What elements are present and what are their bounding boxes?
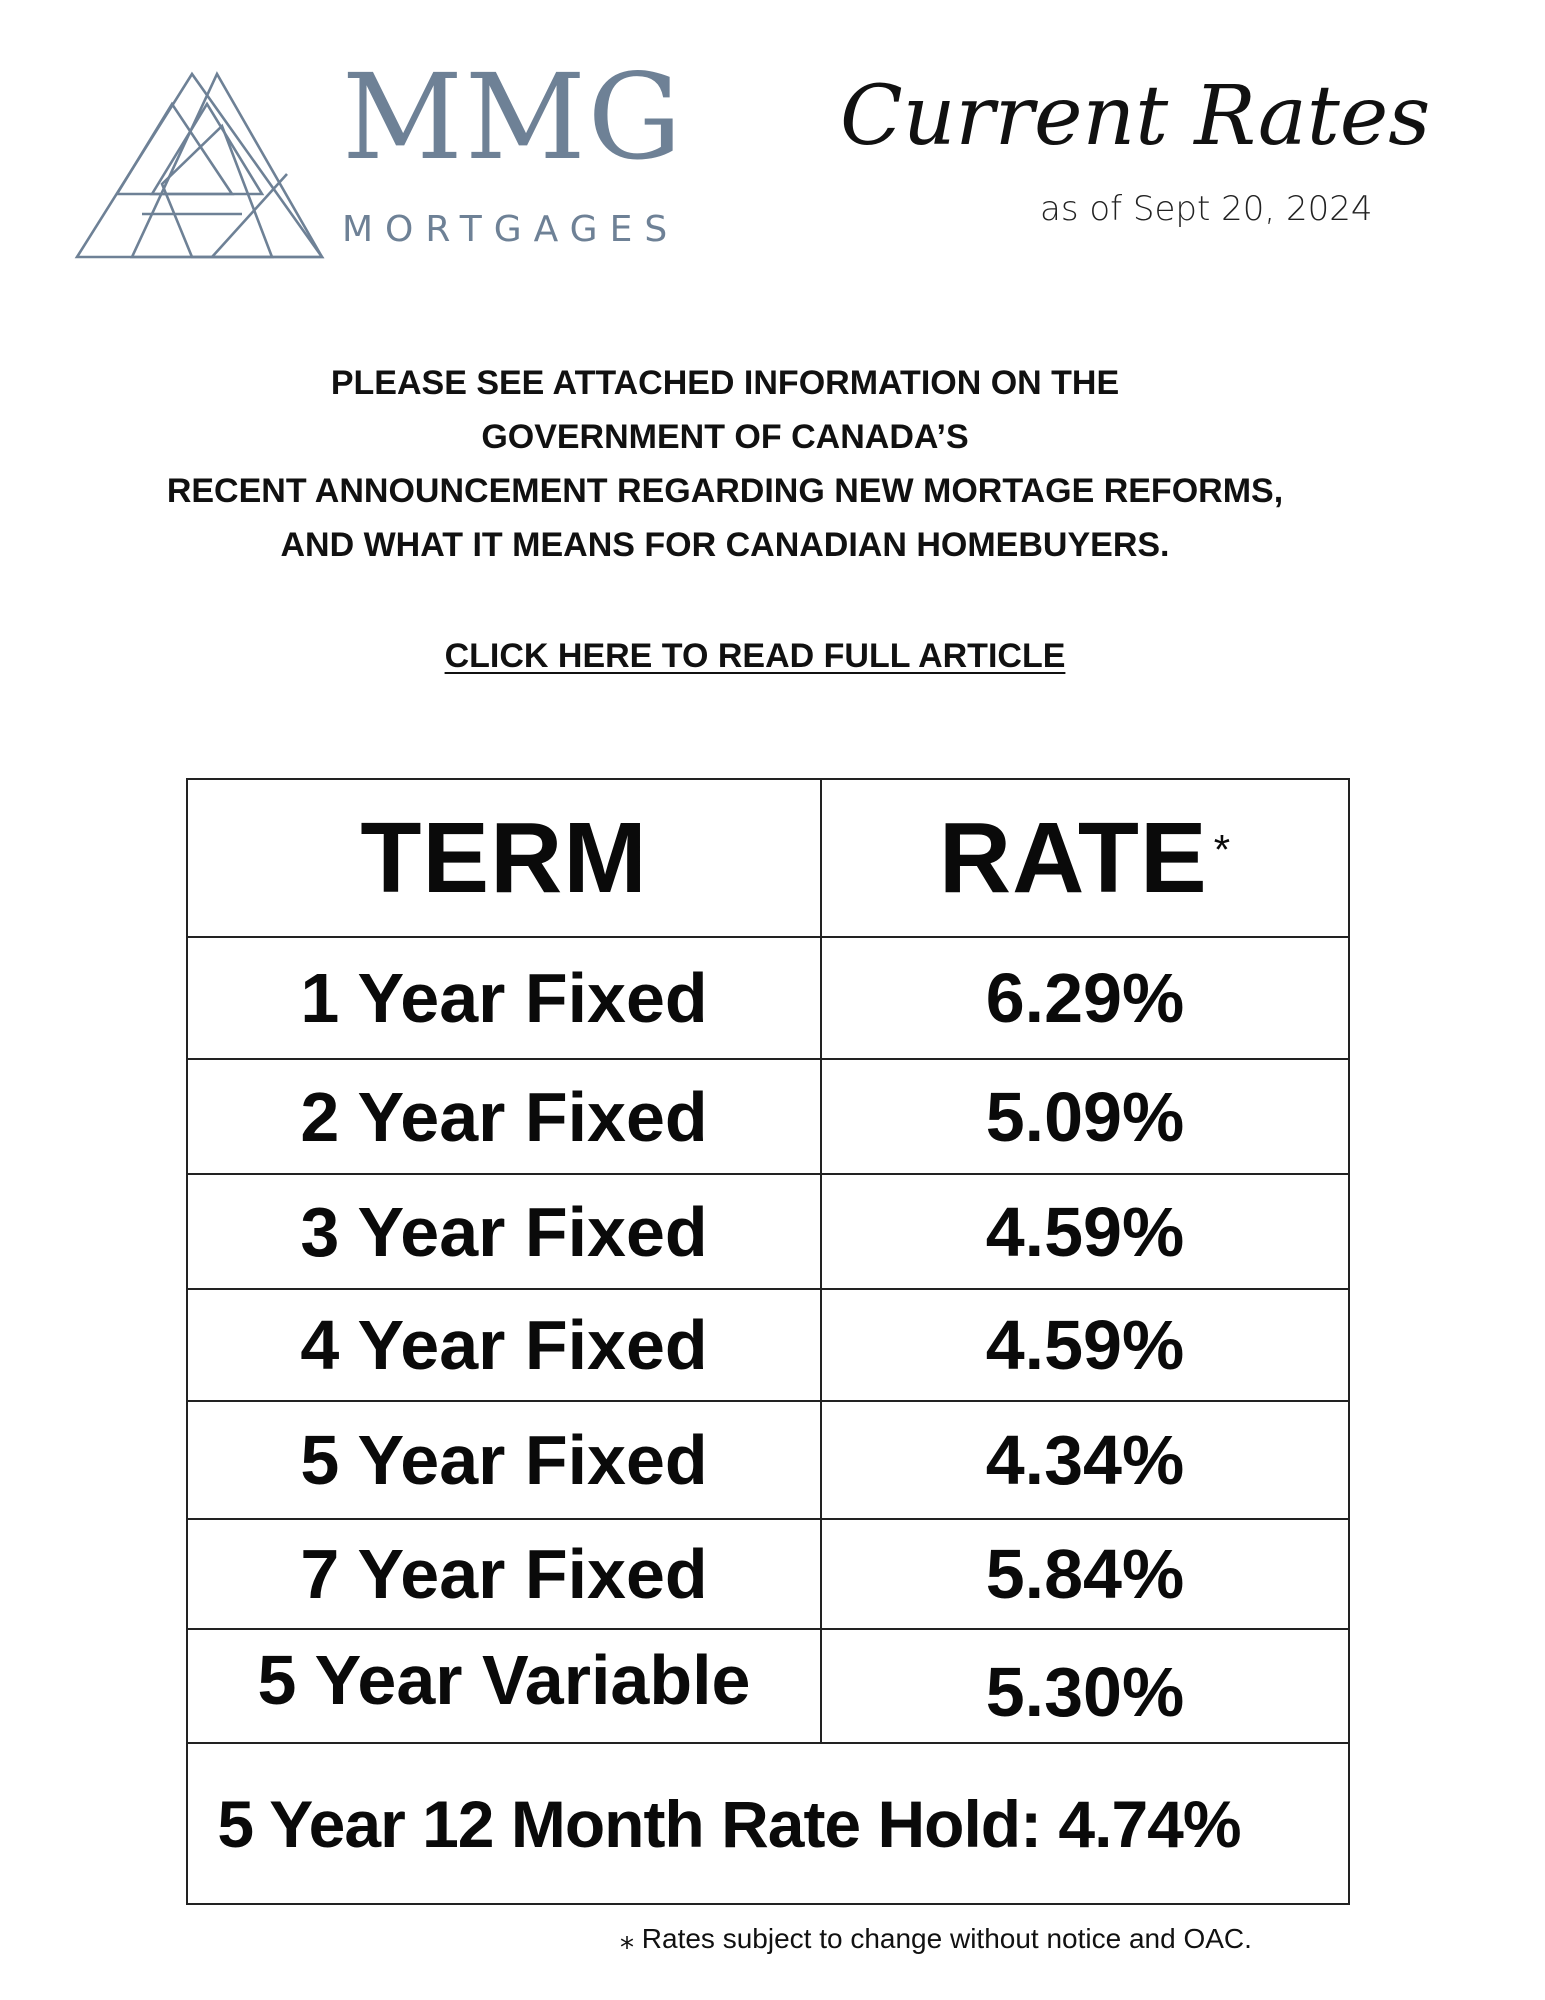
triangle-logo-icon bbox=[72, 64, 362, 264]
rate-cell: 5.30% bbox=[985, 1653, 1185, 1731]
notice-line: RECENT ANNOUNCEMENT REGARDING NEW MORTAGE REFORMS, bbox=[166, 472, 1284, 510]
term-cell: 2 Year Fixed bbox=[300, 1077, 708, 1156]
notice-line: AND WHAT IT MEANS FOR CANADIAN HOMEBUYERS. bbox=[280, 526, 1170, 564]
rate-header bbox=[822, 780, 1348, 936]
announcement-notice bbox=[60, 356, 1390, 572]
term-cell: 5 Year Variable bbox=[257, 1641, 751, 1719]
rate-cell: 6.29% bbox=[985, 959, 1185, 1037]
term-cell: 4 Year Fixed bbox=[300, 1306, 708, 1384]
term-header bbox=[188, 780, 820, 936]
rates-date: as of Sept 20, 2024 bbox=[1040, 189, 1373, 229]
asterisk-marker: * bbox=[1213, 826, 1232, 873]
notice-line: GOVERNMENT OF CANADA’S bbox=[481, 418, 969, 456]
read-full-article-link[interactable]: CLICK HERE TO READ FULL ARTICLE bbox=[444, 637, 1066, 675]
rate-header-label: RATE bbox=[938, 801, 1208, 914]
rates-disclaimer: ⁎ Rates subject to change without notice and OAC. bbox=[620, 1923, 1252, 1954]
term-cell: 7 Year Fixed bbox=[300, 1535, 708, 1613]
logo-wordmark: MMG bbox=[342, 48, 684, 186]
term-cell: 1 Year Fixed bbox=[300, 959, 708, 1037]
term-header-label: TERM bbox=[360, 801, 648, 914]
term-cell: 3 Year Fixed bbox=[300, 1192, 708, 1271]
rate-cell: 4.34% bbox=[985, 1421, 1185, 1499]
rate-hold-cell: 5 Year 12 Month Rate Hold: 4.74% bbox=[217, 1786, 1241, 1861]
company-logo bbox=[72, 48, 692, 264]
notice-line: PLEASE SEE ATTACHED INFORMATION ON THE bbox=[330, 364, 1120, 402]
term-cell: 5 Year Fixed bbox=[300, 1421, 708, 1499]
rate-cell: 5.84% bbox=[985, 1535, 1185, 1613]
rate-cell: 5.09% bbox=[985, 1077, 1185, 1156]
rates-table bbox=[186, 778, 1350, 1905]
logo-subtitle: MORTGAGES bbox=[342, 209, 680, 250]
rate-cell: 4.59% bbox=[985, 1306, 1185, 1384]
rate-cell: 4.59% bbox=[985, 1192, 1185, 1271]
page-title: Current Rates bbox=[840, 69, 1431, 164]
